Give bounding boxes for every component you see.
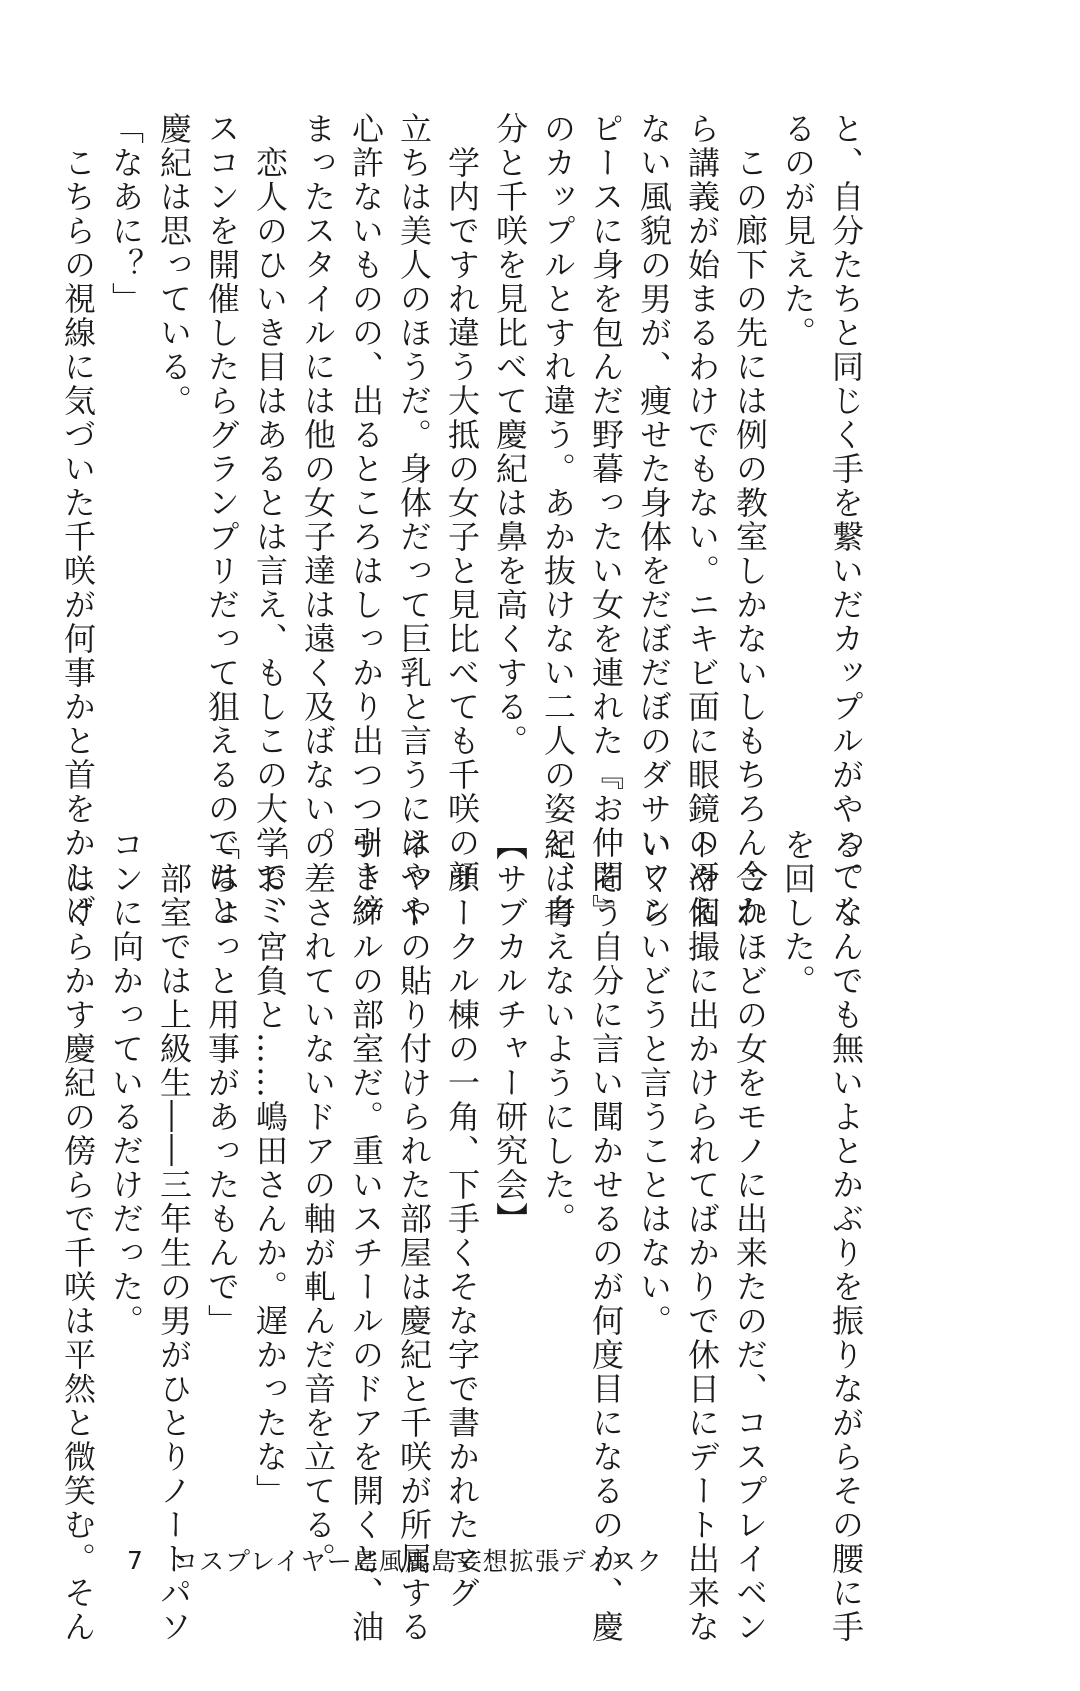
page-number: 7 [127,1545,143,1575]
text-line: ネットの貼り付けられた部屋は慶紀と千咲が所属する [395,828,433,1644]
text-line: サークルの部室だ。重いスチールのドアを開くと、油 [347,828,385,1644]
text-line: ら講義が始まるわけでもない。ニキビ面に眼鏡の冴え [683,112,721,928]
text-line: 心許ないものの、出るところはしっかり出つつ引き締 [347,112,385,928]
text-line: 恋人のひいき目はあるとは言え、もしこの大学でミ [251,112,289,928]
text-line: スコンを開催したらグランプリだって狙えるのではと [203,112,241,928]
text-line: 部室では上級生――三年生の男がひとりノートパソ [155,828,193,1644]
text-line: そう自分に言い聞かせるのが何度目になるのか、慶 [587,828,625,1644]
text-line: 分と千咲を見比べて慶紀は鼻を高くする。 [491,112,529,758]
text-line: と、自分たちと同じく手を繋いだカップルがやってく [827,112,865,928]
text-line: これほどの女をモノに出来たのだ、コスプレイベン [731,828,769,1644]
text-line: こちらの視線に気づいた千咲が何事かと首をかしげ [59,112,97,928]
text-line: いくらいどうと言うことはない。 [635,828,673,1338]
text-line: 立ちは美人のほうだ。身体だって巨乳と言うにはやや [395,112,433,928]
text-line: 【サブカルチャー研究会】 [491,828,529,1236]
text-line: ない風貌の男が、痩せた身体をだぼだぼのダサいワン [635,112,673,928]
text-line: まったスタイルには他の女子達は遠く及ばない。 [299,112,337,860]
text-line: 「ちょっと用事があったもんで」 [203,828,241,1338]
text-line: の差されていないドアの軸が軋んだ音を立てる。 [299,828,337,1576]
text-line: トや個撮に出かけられてばかりで休日にデート出来な [683,828,721,1644]
page-footer [127,1543,663,1577]
text-line: のカップルとすれ違う。あか抜けない二人の姿と、自 [539,112,577,928]
text-line: 紀は考えないようにした。 [539,828,577,1236]
text-line: 「なあに？」 [107,112,145,316]
text-line: この廊下の先には例の教室しかないしもちろん今か [731,112,769,928]
text-line: サークル棟の一角、下手くそな字で書かれたマグ [443,828,481,1610]
text-line: 「お、宮負と……嶋田さんか。遅かったな」 [251,828,289,1508]
text-line: コンに向かっているだけだった。 [107,828,145,1338]
text-line: るのが見えた。 [779,112,817,350]
text-line: はぐらかす慶紀の傍らで千咲は平然と微笑む。そん [59,828,97,1644]
book-title: コスプレイヤー島風鹿島妄想拡張ディスク [173,1547,663,1576]
text-line: る。なんでも無いよとかぶりを振りながらその腰に手 [827,828,865,1644]
text-line: ピースに身を包んだ野暮ったい女を連れた『お仲間』 [587,112,625,928]
text-line: 学内ですれ違う大抵の女子と見比べても千咲の顔 [443,112,481,894]
text-line: 慶紀は思っている。 [155,112,193,418]
text-line: を回した。 [779,828,817,998]
